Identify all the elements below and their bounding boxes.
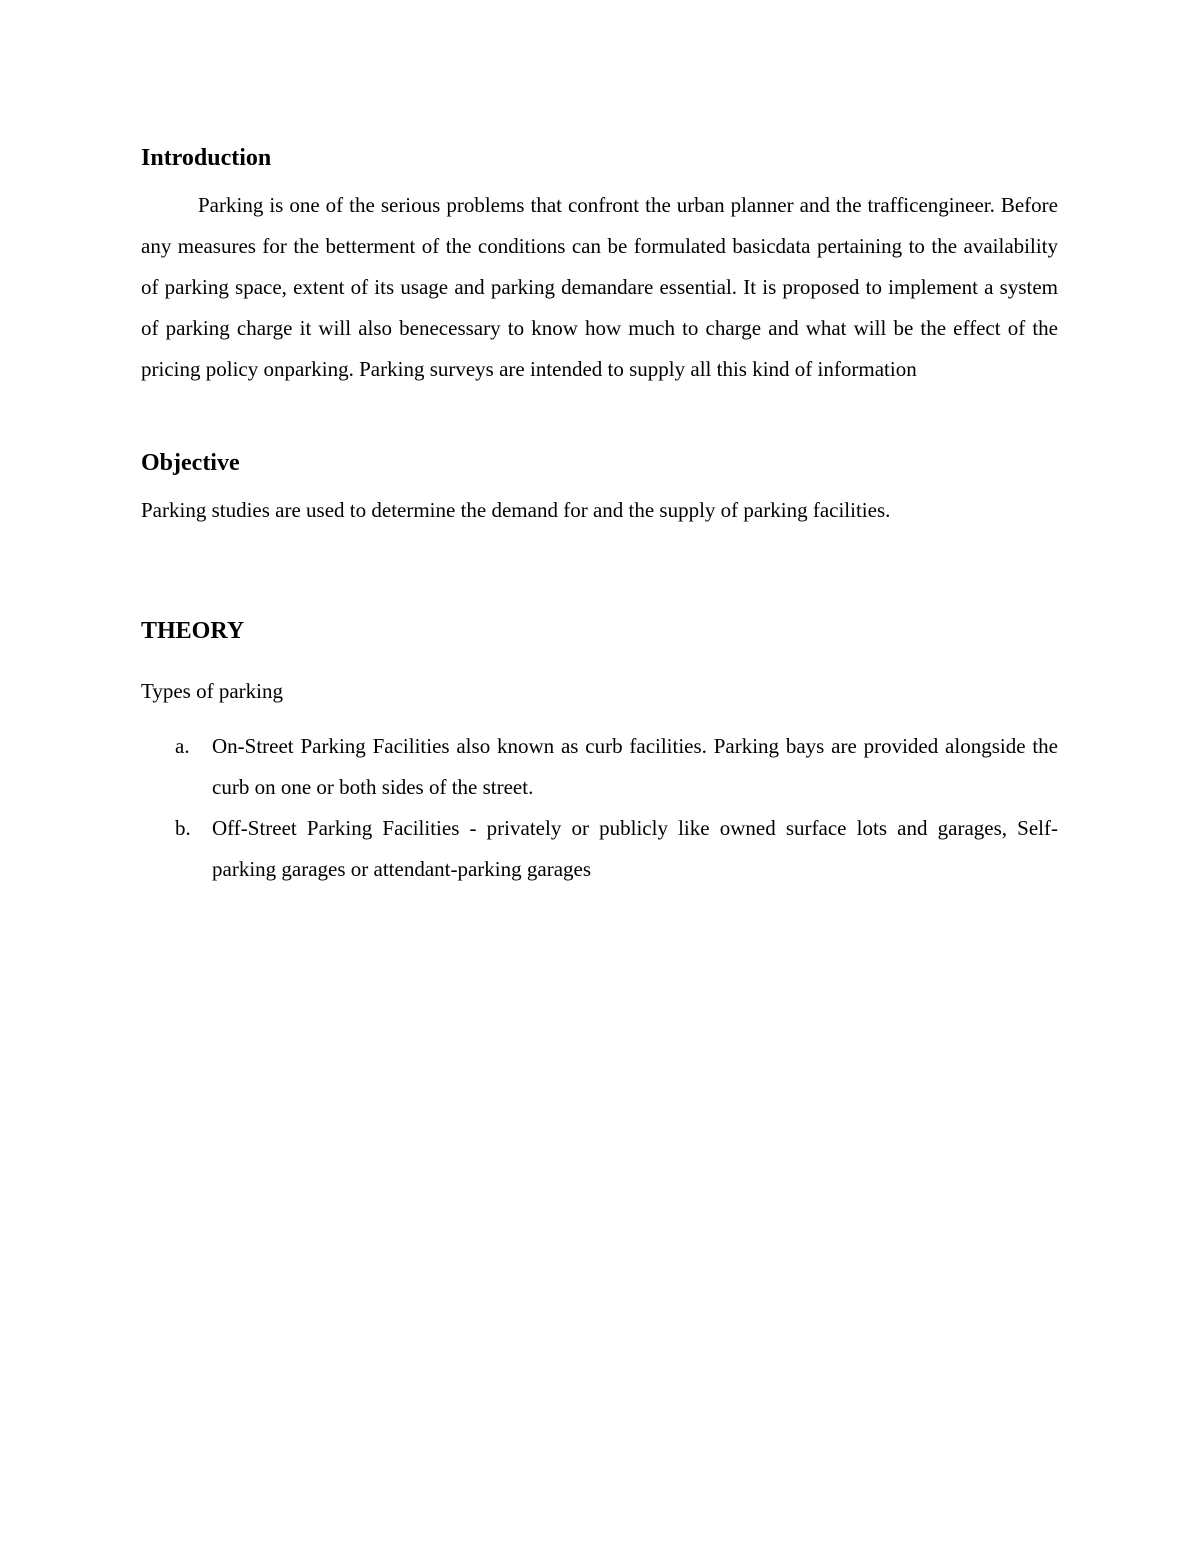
theory-heading: THEORY bbox=[141, 618, 245, 644]
list-marker: b. bbox=[175, 816, 191, 840]
types-of-parking-label: Types of parking bbox=[141, 679, 283, 703]
section-spacer bbox=[141, 390, 1058, 445]
list-item-text: Off-Street Parking Facilities - privately or publicly like owned surface lots and garages, Self- parking garages or attendant-parking garages bbox=[212, 816, 1058, 881]
objective-heading: Objective bbox=[141, 450, 240, 476]
list-item bbox=[141, 808, 1058, 890]
list-item-text: On-Street Parking Facilities also known as curb facilities. Parking bays are provided alongside the curb on one or both sides of the street. bbox=[212, 734, 1058, 799]
document-page bbox=[141, 140, 1058, 890]
parking-types-list bbox=[141, 726, 1058, 890]
list-marker: a. bbox=[175, 734, 190, 758]
section-spacer bbox=[141, 531, 1058, 613]
introduction-heading: Introduction bbox=[141, 145, 272, 171]
introduction-paragraph: Parking is one of the serious problems that confront the urban planner and the trafficengineer. Before any measures for the betterment of the conditions can be formulated basicdata pertaining to the availability of parking space, extent of its usage and parking demandare essential. It is proposed to implement a system of parking charge it will also benecessary to know how much to charge and what will be the effect of the pricing policy onparking. Parking surveys are intended to supply all this kind of information bbox=[141, 193, 1058, 381]
objective-paragraph: Parking studies are used to determine the demand for and the supply of parking facilities. bbox=[141, 498, 891, 522]
list-item bbox=[141, 726, 1058, 808]
